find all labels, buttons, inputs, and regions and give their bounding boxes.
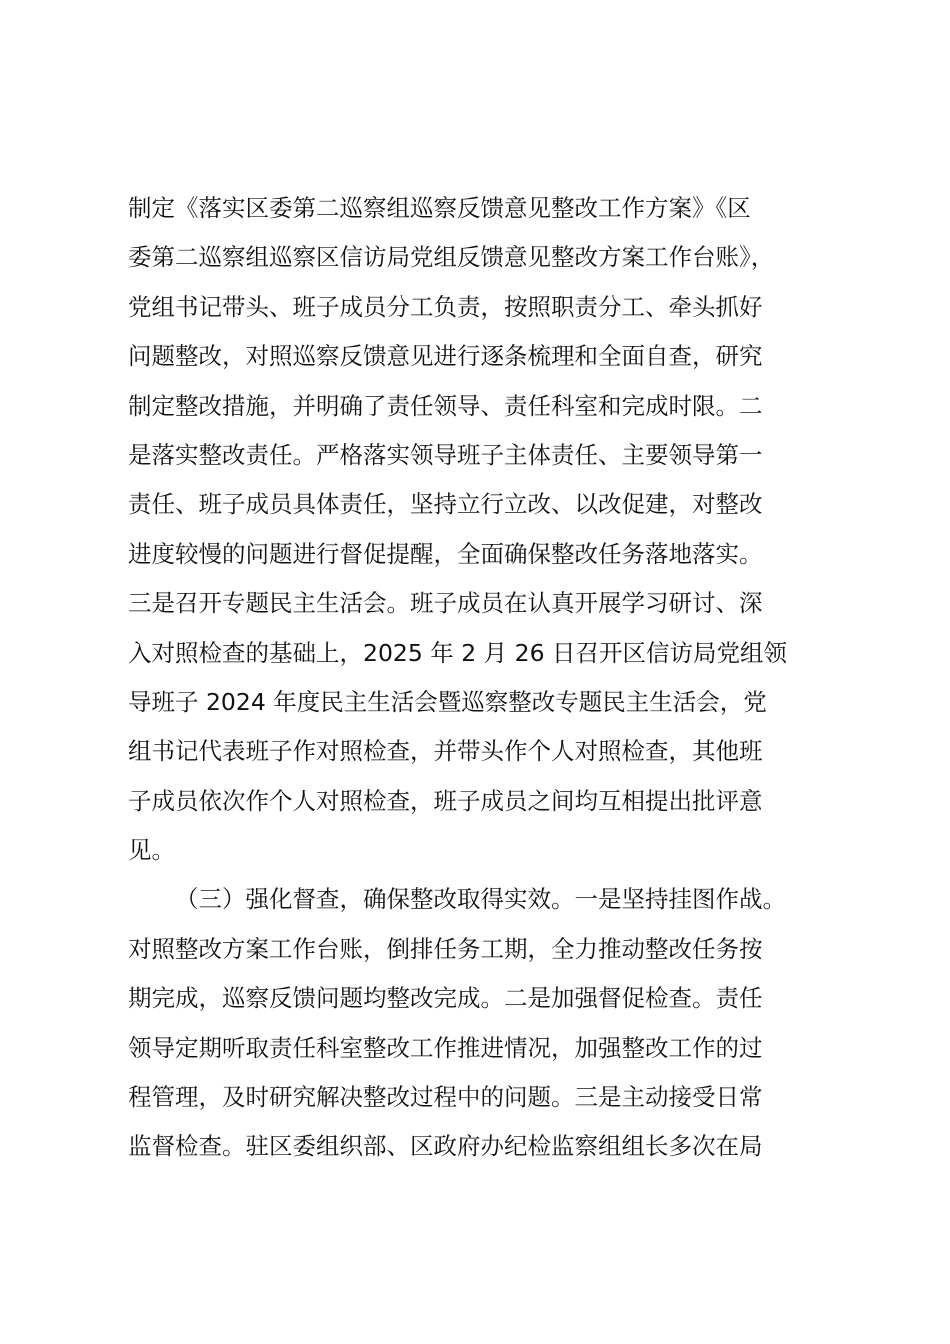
- text-line: 责任、班子成员具体责任，坚持立行立改、以改促建，对整改: [128, 490, 763, 519]
- text-line: 制定整改措施，并明确了责任领导、责任科室和完成时限。二: [128, 391, 763, 420]
- text-line: 监督检查。驻区委组织部、区政府办纪检监察组组长多次在局: [128, 1132, 763, 1161]
- text-line: 见。: [128, 836, 175, 865]
- text-line: 是落实整改责任。严格落实领导班子主体责任、主要领导第一: [128, 440, 763, 469]
- section-heading-line: （三）强化督查，确保整改取得实效。一是坚持挂图作战。: [175, 885, 786, 914]
- text-line: 程管理，及时研究解决整改过程中的问题。三是主动接受日常: [128, 1083, 763, 1112]
- text-line: 导班子 2024 年度民主生活会暨巡察整改专题民主生活会，党: [128, 687, 767, 716]
- text-line: 对照整改方案工作台账，倒排任务工期，全力推动整改任务按: [128, 934, 763, 963]
- text-line: 委第二巡察组巡察区信访局党组反馈意见整改方案工作台账》，: [128, 243, 775, 272]
- text-line: 子成员依次作个人对照检查，班子成员之间均互相提出批评意: [128, 786, 763, 815]
- text-line: 三是召开专题民主生活会。班子成员在认真开展学习研讨、深: [128, 589, 763, 618]
- text-line: 问题整改，对照巡察反馈意见进行逐条梳理和全面自查，研究: [128, 342, 763, 371]
- text-line: 领导定期听取责任科室整改工作推进情况，加强整改工作的过: [128, 1033, 763, 1062]
- text-line: 入对照检查的基础上，2025 年 2 月 26 日召开区信访局党组领: [128, 638, 788, 667]
- text-line: 制定《落实区委第二巡察组巡察反馈意见整改工作方案》《区: [128, 194, 751, 222]
- text-line: 党组书记带头、班子成员分工负责，按照职责分工、牵头抓好: [128, 292, 763, 321]
- text-line: 期完成，巡察反馈问题均整改完成。二是加强督促检查。责任: [128, 984, 763, 1013]
- body-text: [128, 184, 848, 1172]
- text-line: 进度较慢的问题进行督促提醒，全面确保整改任务落地落实。: [128, 539, 763, 568]
- text-line: 组书记代表班子作对照检查，并带头作个人对照检查，其他班: [128, 737, 763, 766]
